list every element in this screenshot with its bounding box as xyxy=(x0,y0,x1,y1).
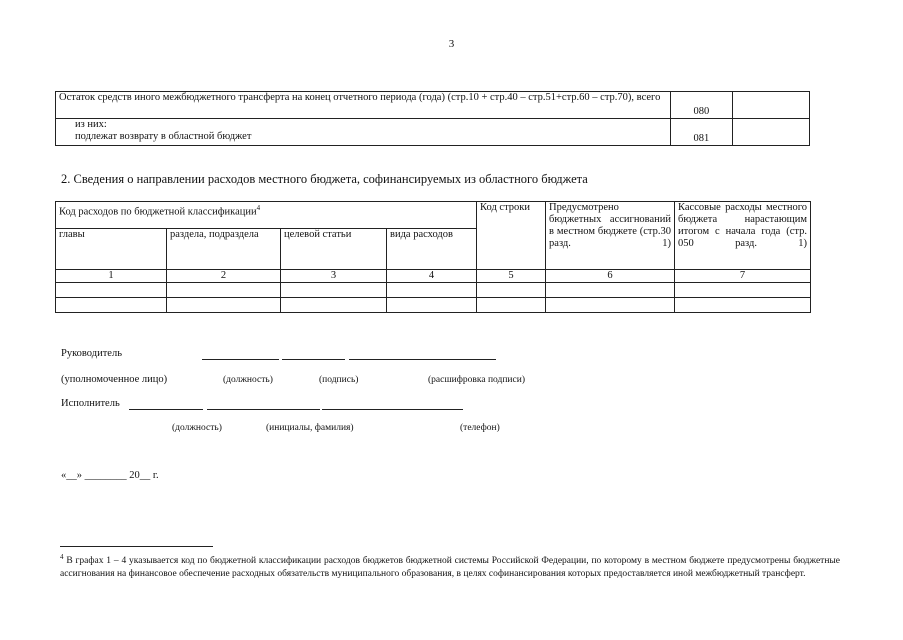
col-num: 3 xyxy=(281,270,387,283)
header-chapter: главы xyxy=(56,229,167,270)
balance-label: Остаток средств иного межбюджетного трансферта на конец отчетного периода (года) (стр.10 + стр.40 – стр.51+стр.60 – стр.70), всего xyxy=(56,92,671,119)
empty-cell[interactable] xyxy=(477,298,546,313)
header-classification xyxy=(56,202,477,229)
phone-caption: (телефон) xyxy=(460,423,500,433)
footnote-divider xyxy=(60,546,213,547)
value-cell[interactable] xyxy=(733,119,810,146)
of-them-label: из них: xyxy=(75,119,107,130)
col-num: 6 xyxy=(546,270,675,283)
col-num: 4 xyxy=(387,270,477,283)
signature-caption: (подпись) xyxy=(319,375,359,385)
col-num: 1 xyxy=(56,270,167,283)
return-to-region-label: подлежат возврату в областной бюджет xyxy=(75,131,252,142)
empty-cell[interactable] xyxy=(546,283,675,298)
expenses-table xyxy=(55,201,811,313)
executor-name-line[interactable] xyxy=(207,409,320,410)
table-header-row xyxy=(56,202,811,229)
header-planned: Предусмотрено бюджетных ассигнований в местном бюджете (стр.30 разд. 1) xyxy=(546,202,675,270)
balance-table xyxy=(55,91,810,146)
col-num: 2 xyxy=(167,270,281,283)
signature-line[interactable] xyxy=(282,359,345,360)
header-section: раздела, подраздела xyxy=(167,229,281,270)
header-classification-label: Код расходов по бюджетной классификации xyxy=(59,206,257,218)
empty-cell[interactable] xyxy=(56,283,167,298)
table-row xyxy=(56,92,810,119)
authorized-label: (уполномоченное лицо) xyxy=(61,374,168,385)
executor-position-caption: (должность) xyxy=(172,423,222,433)
empty-cell[interactable] xyxy=(56,298,167,313)
empty-cell[interactable] xyxy=(281,298,387,313)
header-cash-expenses: Кассовые расходы местного бюджета нарастающим итогом с начала года (стр. 050 разд. 1) xyxy=(675,202,811,270)
decoding-caption: (расшифровка подписи) xyxy=(428,375,525,385)
row-code: 081 xyxy=(670,119,733,146)
empty-cell[interactable] xyxy=(675,283,811,298)
date-field[interactable]: «__» ________ 20__ г. xyxy=(61,470,159,481)
table-row xyxy=(56,119,810,146)
header-target: целевой статьи xyxy=(281,229,387,270)
empty-cell[interactable] xyxy=(387,283,477,298)
initials-caption: (инициалы, фамилия) xyxy=(266,423,354,433)
position-line[interactable] xyxy=(202,359,279,360)
empty-cell[interactable] xyxy=(281,283,387,298)
col-num: 5 xyxy=(477,270,546,283)
column-numbers-row xyxy=(56,270,811,283)
empty-cell[interactable] xyxy=(167,283,281,298)
footnote-marker: 4 xyxy=(60,553,64,561)
empty-cell[interactable] xyxy=(387,298,477,313)
empty-cell[interactable] xyxy=(477,283,546,298)
col-num: 7 xyxy=(675,270,811,283)
position-caption: (должность) xyxy=(223,375,273,385)
footnote-text: В графах 1 – 4 указывается код по бюджетной классификации расходов бюджетов бюджетной системы Российской Федерации, по которому в местном бюджете предусмотрены бюджетные ассигнования на финансовое обеспечение расходных обязательств муниципального образования, в целях софинансирования которых предоставляется иной межбюджетный трансферт. xyxy=(60,556,840,579)
executor-label: Исполнитель xyxy=(61,398,120,409)
section-title: 2. Сведения о направлении расходов местного бюджета, софинансируемых из областного бюджета xyxy=(61,172,588,186)
table-row xyxy=(56,283,811,298)
empty-cell[interactable] xyxy=(675,298,811,313)
header-expense-type: вида расходов xyxy=(387,229,477,270)
footnote xyxy=(60,551,840,580)
header-row-code: Код строки xyxy=(477,202,546,270)
empty-cell[interactable] xyxy=(167,298,281,313)
decoding-line[interactable] xyxy=(349,359,496,360)
footnote-ref: 4 xyxy=(256,204,261,212)
executor-position-line[interactable] xyxy=(129,409,203,410)
table-row xyxy=(56,298,811,313)
value-cell[interactable] xyxy=(733,92,810,119)
head-label: Руководитель xyxy=(61,348,122,359)
executor-phone-line[interactable] xyxy=(322,409,463,410)
empty-cell[interactable] xyxy=(546,298,675,313)
row-code: 080 xyxy=(670,92,733,119)
page-number: 3 xyxy=(448,38,455,50)
return-label xyxy=(56,119,671,146)
